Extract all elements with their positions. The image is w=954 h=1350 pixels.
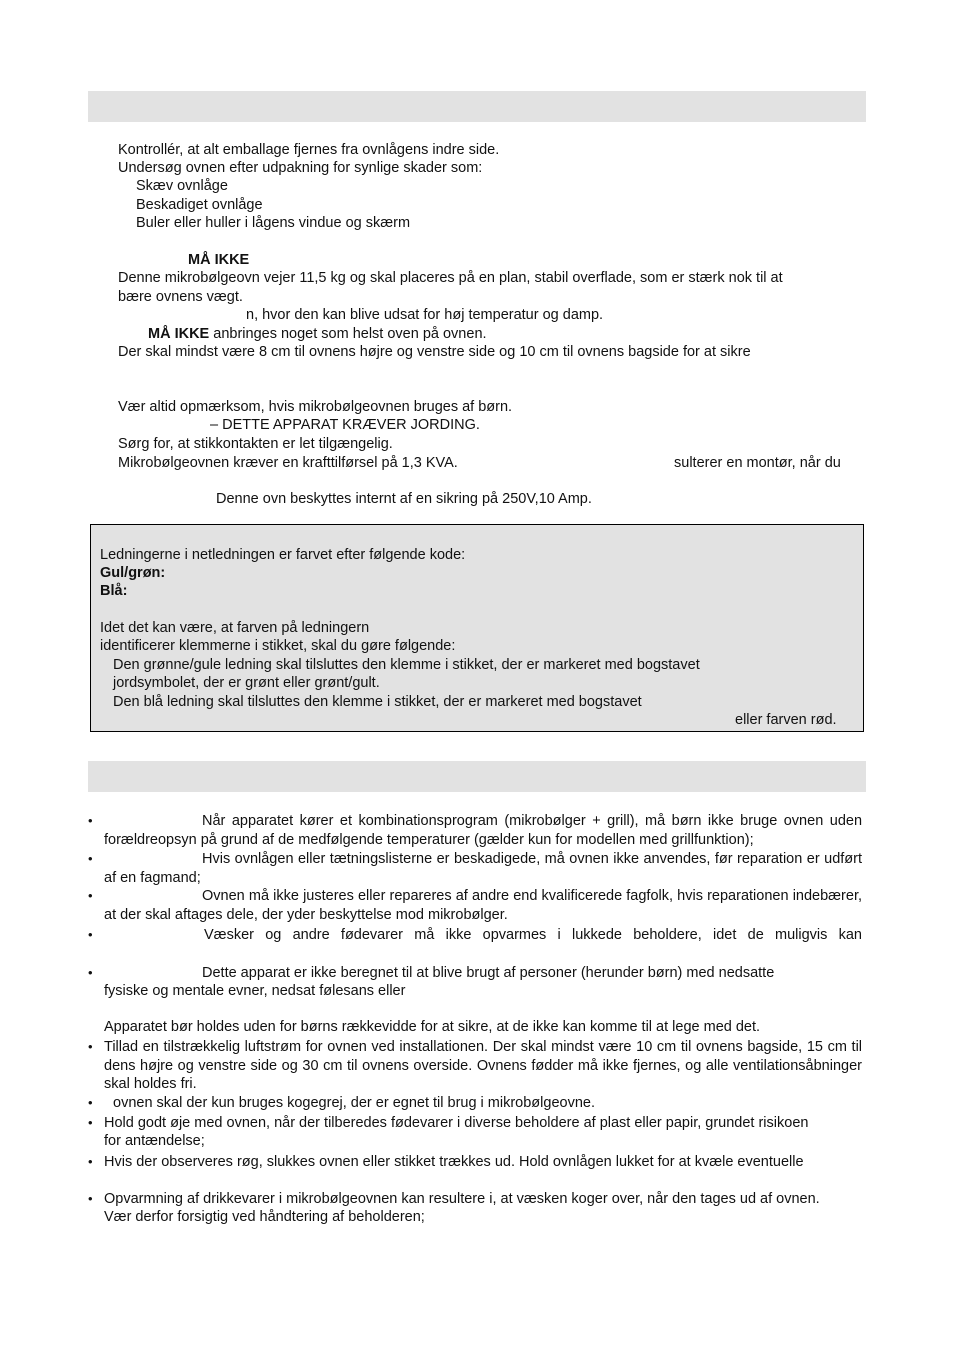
safety-item-drinks-line-1: Opvarmning af drikkevarer i mikrobølgeovnen kan resultere i, at væsken koger over, når den tages ud af ovnen. xyxy=(104,1191,820,1207)
children-reach-line: Apparatet bør holdes uden for børns rækkevidde for at sikre, at de ikke kan komme til at lege med det. xyxy=(104,1019,761,1035)
bullet-icon: • xyxy=(88,1039,93,1054)
safety-item-reduced-capabilities-line-1: Dette apparat er ikke beregnet til at blive brugt af personer (herunder børn) med nedsatte xyxy=(202,965,775,981)
section-header-band xyxy=(88,91,866,122)
damage-item-window-dents: Buler eller huller i lågens vindue og skærm xyxy=(136,215,411,231)
wiring-note-line-1: Idet det kan være, at farven på ledningern xyxy=(100,620,370,636)
damage-item-door-skewed: Skæv ovnlåge xyxy=(136,178,228,194)
placement-heading: MÅ IKKE xyxy=(188,252,250,268)
power-line-left: Mikrobølgeovnen kræver en krafttilførsel på 1,3 KVA. xyxy=(118,455,458,471)
safety-item-closed-containers: Væsker og andre fødevarer må ikke opvarmes i lukkede beholdere, idet de muligvis kan xyxy=(204,927,862,943)
placement-clearance-line: Der skal mindst være 8 cm til ovnens højre og venstre side og 10 cm til ovnens bagside for at sikre xyxy=(118,344,751,360)
safety-item-drinks-line-2: Vær derfor forsigtig ved håndtering af beholderen; xyxy=(104,1209,425,1225)
safety-item-plastic-paper-line-2: for antændelse; xyxy=(104,1133,205,1149)
safety-item-reduced-capabilities-line-2: fysiske og mentale evner, nedsat følesans eller xyxy=(104,983,406,999)
wiring-code-box xyxy=(90,524,864,732)
safety-item-smoke: Hvis der observeres røg, slukkes ovnen eller stikket trækkes ud. Hold ovnlågen lukket for at kvæle eventuelle xyxy=(104,1154,804,1170)
placement-top-bold: MÅ IKKE xyxy=(148,326,210,342)
red-wire-tail: eller farven rød. xyxy=(735,712,837,728)
safety-item-damaged-door: Hvis ovnlågen eller tætningslisterne er beskadigede, må ovnen ikke anvendes, før reparation er udført af en fagmand; xyxy=(104,851,863,886)
bullet-icon: • xyxy=(88,888,93,903)
fuse-line: Denne ovn beskyttes internt af en sikring på 250V,10 Amp. xyxy=(216,491,592,507)
green-wire-rule-line-1: Den grønne/gule ledning skal tilsluttes den klemme i stikket, der er markeret med bogstavet xyxy=(113,657,700,673)
placement-top-line xyxy=(148,325,487,343)
unpacking-line-inspect: Undersøg ovnen efter udpakning for synlige skader som: xyxy=(118,160,483,176)
placement-weight-line-2: bære ovnens vægt. xyxy=(118,289,243,305)
wire-blue-label: Blå: xyxy=(100,583,128,599)
green-wire-rule-line-2: jordsymbolet, der er grønt eller grønt/gult. xyxy=(113,675,380,691)
blue-wire-rule: Den blå ledning skal tilsluttes den klemme i stikket, der er markeret med bogstavet xyxy=(113,694,642,710)
placement-top-rest: anbringes noget som helst oven på ovnen. xyxy=(209,326,487,342)
bullet-icon: • xyxy=(88,1115,93,1130)
unpacking-line-remove-packaging: Kontrollér, at alt emballage fjernes fra ovnlågens indre side. xyxy=(118,142,500,158)
socket-line: Sørg for, at stikkontakten er let tilgængelig. xyxy=(118,436,393,452)
children-supervision-line: Vær altid opmærksom, hvis mikrobølgeovnen bruges af børn. xyxy=(118,399,513,415)
bullet-icon: • xyxy=(88,965,93,980)
safety-item-combination-program: Når apparatet kører et kombinationsprogram (mikrobølger + grill), må børn ikke bruge ovnen uden forældreopsyn på grund af de medfølgende temperaturer (gælder kun for modellen med grillfunktion); xyxy=(104,813,863,848)
damage-item-door-damaged: Beskadiget ovnlåge xyxy=(136,197,263,213)
bullet-icon: • xyxy=(88,927,93,942)
wire-green-yellow-label: Gul/grøn: xyxy=(100,565,166,581)
safety-item-ventilation: Tillad en tilstrækkelig luftstrøm for ovnen ved installationen. Der skal mindst være 10 cm til ovnens bagside, 15 cm til dens højre og venstre side og 30 cm til ovnens overside. Ovnens fødder må ikke fjernes, og alle ventilationsåbninger skal holdes fri. xyxy=(104,1039,863,1092)
power-line-right: sulterer en montør, når du xyxy=(674,455,841,471)
placement-weight-line-1: Denne mikrobølgeovn vejer 11,5 kg og skal placeres på en plan, stabil overflade, som er stærk nok til at xyxy=(118,270,783,286)
wiring-note-line-2: identificerer klemmerne i stikket, skal du gøre følgende: xyxy=(100,638,456,654)
bullet-icon: • xyxy=(88,813,93,828)
bullet-icon: • xyxy=(88,1095,93,1110)
section-header-band xyxy=(88,761,866,792)
placement-temperature-line: n, hvor den kan blive udsat for høj temperatur og damp. xyxy=(246,307,604,323)
grounding-line: – DETTE APPARAT KRÆVER JORDING. xyxy=(210,417,480,433)
wiring-intro: Ledningerne i netledningen er farvet efter følgende kode: xyxy=(100,547,466,563)
safety-item-repairs: Ovnen må ikke justeres eller repareres af andre end kvalificerede fagfolk, hvis reparationen indebærer, at der skal aftages dele, der yder beskyttelse mod mikrobølger. xyxy=(104,888,863,923)
safety-item-plastic-paper-line-1: Hold godt øje med ovnen, når der tilberedes fødevarer i diverse beholdere af plast eller papir, grundet risikoen xyxy=(104,1115,809,1131)
bullet-icon: • xyxy=(88,1191,93,1206)
bullet-icon: • xyxy=(88,1154,93,1169)
bullet-icon: • xyxy=(88,851,93,866)
safety-item-cookware: ovnen skal der kun bruges kogegrej, der er egnet til brug i mikrobølgeovne. xyxy=(113,1095,595,1111)
